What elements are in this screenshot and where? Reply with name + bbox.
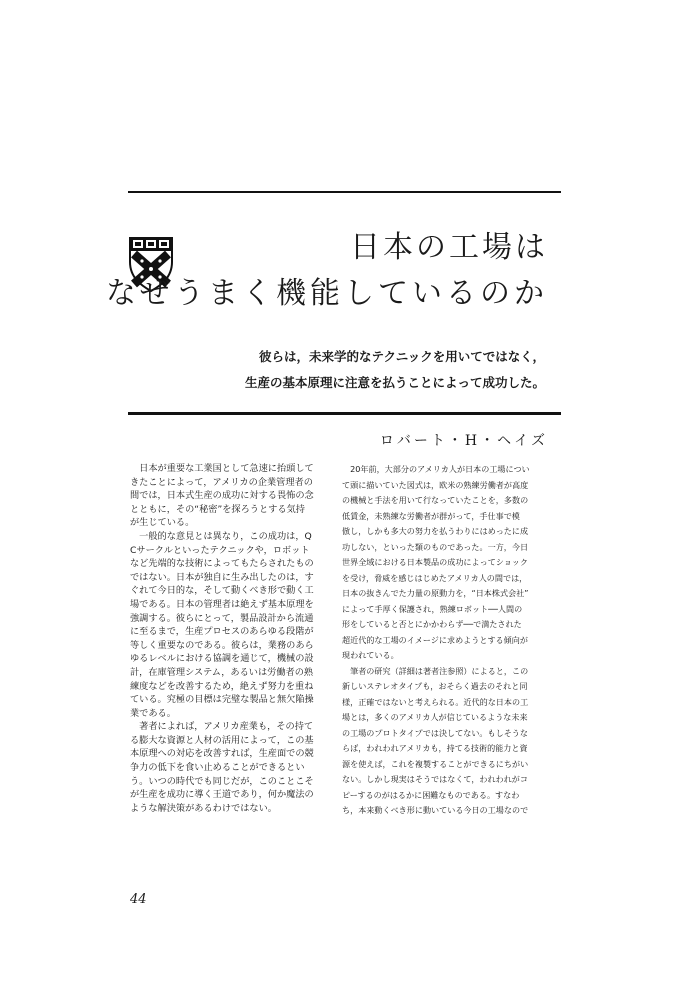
text-line: 形をしていると否とにかかわらず──で満たされた (342, 619, 522, 629)
text-line: の工場のプロトタイプでは決してない。もしそうな (342, 727, 528, 738)
text-line: 世界全域における日本製品の成功によってショック (342, 557, 528, 567)
text-line: 20年前，大部分のアメリカ人が日本の工場につい (342, 464, 530, 474)
text-line: 功しない，といった類のものであった。一方，今日 (342, 541, 529, 552)
text-line: きたことによって，アメリカの企業管理者の (130, 476, 313, 488)
text-line: Cサークルといったテクニックや，ロボット (130, 544, 310, 556)
text-line: 強調する。彼らにとって，製品設計から流通 (130, 612, 314, 624)
text-line: て頭に描いていた図式は，欧米の熟練労働者が高度 (342, 479, 529, 490)
text-line: 低賃金，未熟練な労働者が群がって，手仕事で模 (342, 510, 520, 521)
text-line: とともに，その“秘密”を探ろうとする気持 (130, 503, 305, 515)
text-line: 日本が重要な工業国として急速に抬頭して (130, 463, 314, 474)
page-number: 44 (130, 892, 147, 907)
text-line: 本原理への対応を改善すれば，生産面での競 (130, 748, 314, 760)
text-line: ぐれて今日的な，そして動くべき形で動く工 (130, 585, 314, 597)
text-line: ち，本来動くべき形に動いている今日の工場なので (342, 805, 529, 815)
text-line: によって手厚く保護され，熟練ロボット──人間の (342, 603, 523, 614)
text-line: 倣し，しかも多大の努力を払うわりにはめったに成 (342, 526, 529, 536)
text-line: 計，在庫管理システム，あるいは労働者の熟 (130, 666, 314, 678)
text-line: 間では，日本式生産の成功に対する畏怖の念 (130, 490, 314, 502)
text-line: る膨大な資源と人材の活用によって，この基 (130, 734, 314, 746)
text-line: が生じている。 (130, 517, 195, 529)
text-line: 業である。 (130, 707, 176, 719)
text-line: 一般的な意見とは異なり，この成功は，Q (130, 530, 312, 542)
left-column (130, 462, 316, 815)
text-line: 練度などを改善するため，絶えず努力を重ね (130, 680, 314, 692)
text-line: など先端的な技術によってもたらされたもの (130, 558, 314, 570)
text-line: 場である。日本の管理者は絶えず基本原理を (130, 598, 314, 610)
text-line: 著者によれば，アメリカ産業も，その持て (130, 721, 314, 733)
text-line: 等しく重要なのである。彼らは，業務のあら (130, 639, 314, 651)
article-title-line-2: なぜうまく機能しているのか (106, 276, 548, 311)
text-line: ような解決策があるわけではない。 (130, 802, 277, 814)
text-line: ではない。日本が独自に生み出したのは，す (130, 571, 314, 583)
text-line: 超近代的な工場のイメージに求めようとする傾向が (342, 634, 528, 645)
text-line: ている。究極の目標は完璧な製品と無欠陥操 (130, 694, 314, 706)
text-line: 日本の抜きんでた力量の原動力を，“日本株式会社” (342, 588, 529, 598)
text-line: を受け，脅威を感じはじめたアメリカ人の間では， (342, 572, 528, 583)
text-line: 現われている。 (342, 650, 399, 660)
text-line: ピーするのがはるかに困難なものである。すなわ (342, 789, 520, 800)
text-line: 新しいステレオタイプも，おそらく過去のそれと同 (342, 681, 528, 691)
section-rule (128, 412, 561, 415)
subtitle-line-1: 彼らは，未来学的なテクニックを用いてではなく， (258, 349, 545, 364)
right-column (342, 462, 542, 819)
text-line: が生産を成功に導く王道であり，何か魔法の (130, 789, 314, 801)
text-line: ゆるレベルにおける協調を通じて，機械の設 (130, 653, 314, 665)
text-line: の機械と手法を用いて行なっていたことを，多数の (342, 495, 529, 505)
text-line: 筆者の研究（詳細は著者注参照）によると，この (342, 665, 529, 676)
text-line: らば，われわれアメリカも，持てる技術的能力と資 (342, 743, 528, 753)
text-line: う。いつの時代でも同じだが，このことこそ (130, 775, 314, 787)
text-line: 場とは，多くのアメリカ人が信じているような未来 (342, 712, 528, 722)
top-rule (128, 191, 561, 193)
text-line: 源を使えば，これを複製することができるにちがい (342, 758, 529, 769)
text-line: ない。しかし現実はそうではなくて，われわれがコ (342, 774, 528, 784)
text-line: 様，正確ではないと考えられる。近代的な日本の工 (342, 696, 529, 707)
subtitle-line-2: 生産の基本原理に注意を払うことによって成功した。 (244, 375, 545, 390)
text-line: 争力の低下を食い止めることができるとい (130, 762, 305, 774)
author-name: ロバート・H・ヘイズ (379, 433, 548, 449)
article-title-line-1: 日本の工場は (350, 230, 548, 265)
text-line: に至るまで，生産プロセスのあらゆる段階が (130, 626, 314, 638)
